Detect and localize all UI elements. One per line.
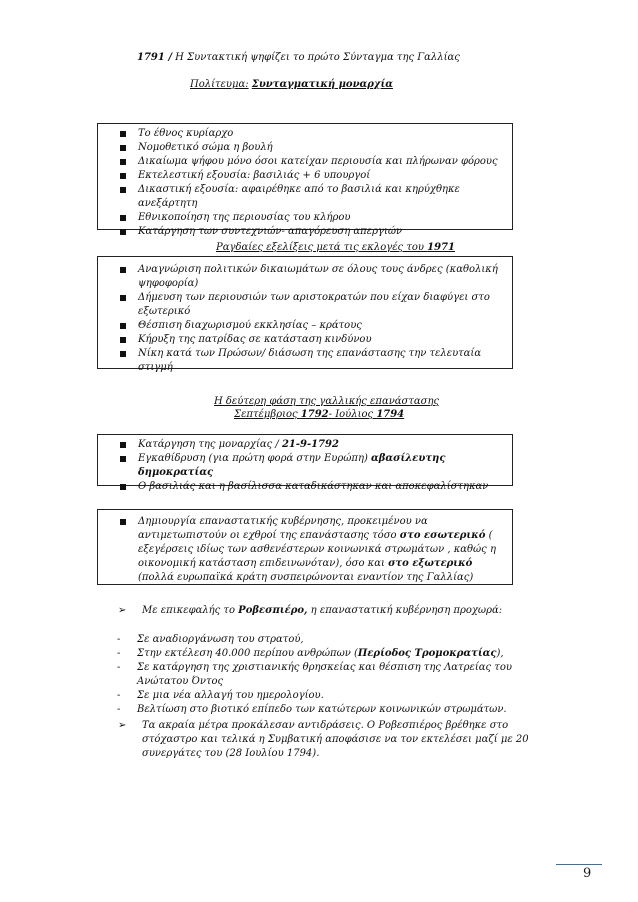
robespierre-line — [118, 604, 562, 618]
regime-label: Πολίτευμα: — [190, 79, 249, 90]
list-item: Κήρυξη της πατρίδας σε κατάσταση κινδύνου — [116, 333, 508, 347]
item-text: Εγκαθίδρυση (για πρώτη φορά στην Ευρώπη) — [138, 453, 372, 464]
actions-list — [117, 633, 537, 717]
constitution-box — [97, 123, 513, 237]
page-number: 9 — [583, 866, 592, 881]
list-item: Εκτελεστική εξουσία: βασιλιάς + 6 υπουργοί — [116, 169, 506, 183]
developments-title — [216, 241, 455, 255]
item-date: 21-9-1792 — [281, 439, 339, 450]
list-item: Θέσπιση διαχωρισμού εκκλησίας – κράτους — [116, 319, 508, 333]
phase-end-year: 1794 — [376, 409, 405, 420]
list-item: Δήμευση των περιουσιών των αριστοκρατών που είχαν διαφύγει στο εξωτερικό — [116, 291, 508, 319]
robespierre-name: Ροβεσπιέρο, — [238, 605, 308, 616]
developments-year: 1971 — [427, 242, 455, 253]
item-bold: στο εσωτερικό — [399, 530, 486, 541]
item-bold: στο εξωτερικό — [388, 558, 473, 569]
government-box — [97, 509, 513, 585]
list-item: Το έθνος κυρίαρχο — [116, 127, 506, 141]
phase-title: Η δεύτερη φάση της γαλλικής επανάστασης — [214, 396, 440, 407]
developments-list — [116, 263, 508, 375]
item-bold: αβασίλευτης δημοκρατίας — [138, 453, 446, 478]
constitution-list — [116, 127, 506, 239]
phase-start-year: 1792 — [300, 409, 329, 420]
conclusion-text: Τα ακραία μέτρα προκάλεσαν αντιδράσεις. Ο Ροβεσπιέρος βρέθηκε στο στόχαστρο και τελικά η Συμβατική αποφάσισε να τον εκτελέσει μαζί με 20 συνεργάτες του (28 Ιουλίου 1794). — [142, 720, 529, 759]
list-item — [116, 452, 510, 480]
item-bold: Περίοδος Τρομοκρατίας — [357, 648, 497, 659]
item-text: ( εξεγέρσεις ιδίως των ασθενέστερων κοινωνικά στρωμάτων , καθώς η οικονομική κατάσταση επιδεινωνόταν), όσο και — [138, 530, 496, 569]
item-text: ), — [496, 648, 504, 659]
arrow-bullet-icon: ➢ — [118, 720, 127, 731]
robespierre-pre: Με επικεφαλής το — [142, 605, 239, 616]
list-item: - Σε μια νέα αλλαγή του ημερολογίου. — [117, 689, 537, 703]
item-text: Στην εκτέλεση 40.000 περίπου ανθρώπων ( — [137, 648, 358, 659]
list-item: Αναγνώριση πολιτικών δικαιωμάτων σε όλους τους άνδρες (καθολική ψηφοφορία) — [116, 263, 508, 291]
developments-text: Ραγδαίες εξελίξεις μετά τις εκλογές του — [216, 242, 428, 253]
list-item: Νίκη κατά των Πρώσων/ διάσωση της επανάστασης την τελευταία στιγμή — [116, 347, 508, 375]
header-text: Η Συντακτική ψηφίζει το πρώτο Σύνταγμα της Γαλλίας — [171, 52, 460, 63]
regime-value: Συνταγματική μοναρχία — [251, 79, 393, 90]
list-item: - Βελτίωση στο βιοτικό επίπεδο των κατώτερων κοινωνικών στρωμάτων. — [117, 703, 537, 717]
page-number-rule — [556, 864, 602, 865]
list-item — [116, 515, 508, 585]
list-item: Νομοθετικό σώμα η βουλή — [116, 141, 506, 155]
header-line — [137, 51, 460, 65]
government-list — [116, 515, 508, 585]
list-item: Εθνικοποίηση της περιουσίας του κλήρου — [116, 211, 506, 225]
list-item: Δικαίωμα ψήφου μόνο όσοι κατείχαν περιουσία και πλήρωναν φόρους — [116, 155, 506, 169]
header-year: 1791 / — [137, 52, 172, 63]
item-text: (πολλά ευρωπαϊκά κράτη συσπειρώνονται εναντίον της Γαλλίας) — [138, 572, 474, 583]
republic-box — [97, 434, 513, 492]
list-item: Κατάργηση των συντεχνιών- απαγόρευση απεργιών — [116, 225, 506, 239]
item-text: Κατάργηση της μοναρχίας / — [138, 439, 282, 450]
list-item: - Σε αναδιοργάνωση του στρατού, — [117, 633, 537, 647]
phase-end-month: - Ιούλιος — [328, 409, 377, 420]
list-item: Ο βασιλιάς και η βασίλισσα καταδικάστηκαν και αποκεφαλίστηκαν — [116, 480, 510, 494]
list-item: Δικαστική εξουσία: αφαιρέθηκε από το βασιλιά και κηρύχθηκε ανεξάρτητη — [116, 183, 506, 211]
list-item: - Σε κατάργηση της χριστιανικής θρησκείας και θέσπιση της Λατρείας του Ανώτατου Όντος — [117, 661, 537, 689]
arrow-bullet-icon: ➢ — [118, 605, 127, 616]
list-item — [116, 438, 510, 452]
robespierre-post: η επαναστατική κυβέρνηση προχωρά: — [307, 605, 503, 616]
item-text: Δημιουργία επαναστατικής κυβέρνησης, προκειμένου να αντιμετωπιστούν οι εχθροί της επανάστασης τόσο — [138, 516, 428, 541]
conclusion-line — [118, 719, 542, 761]
developments-box — [97, 256, 513, 373]
list-item — [117, 647, 537, 661]
phase-start-month: Σεπτέμβριος — [234, 409, 301, 420]
republic-list — [116, 438, 510, 494]
phase-dates — [234, 408, 404, 422]
regime-line — [190, 78, 393, 92]
